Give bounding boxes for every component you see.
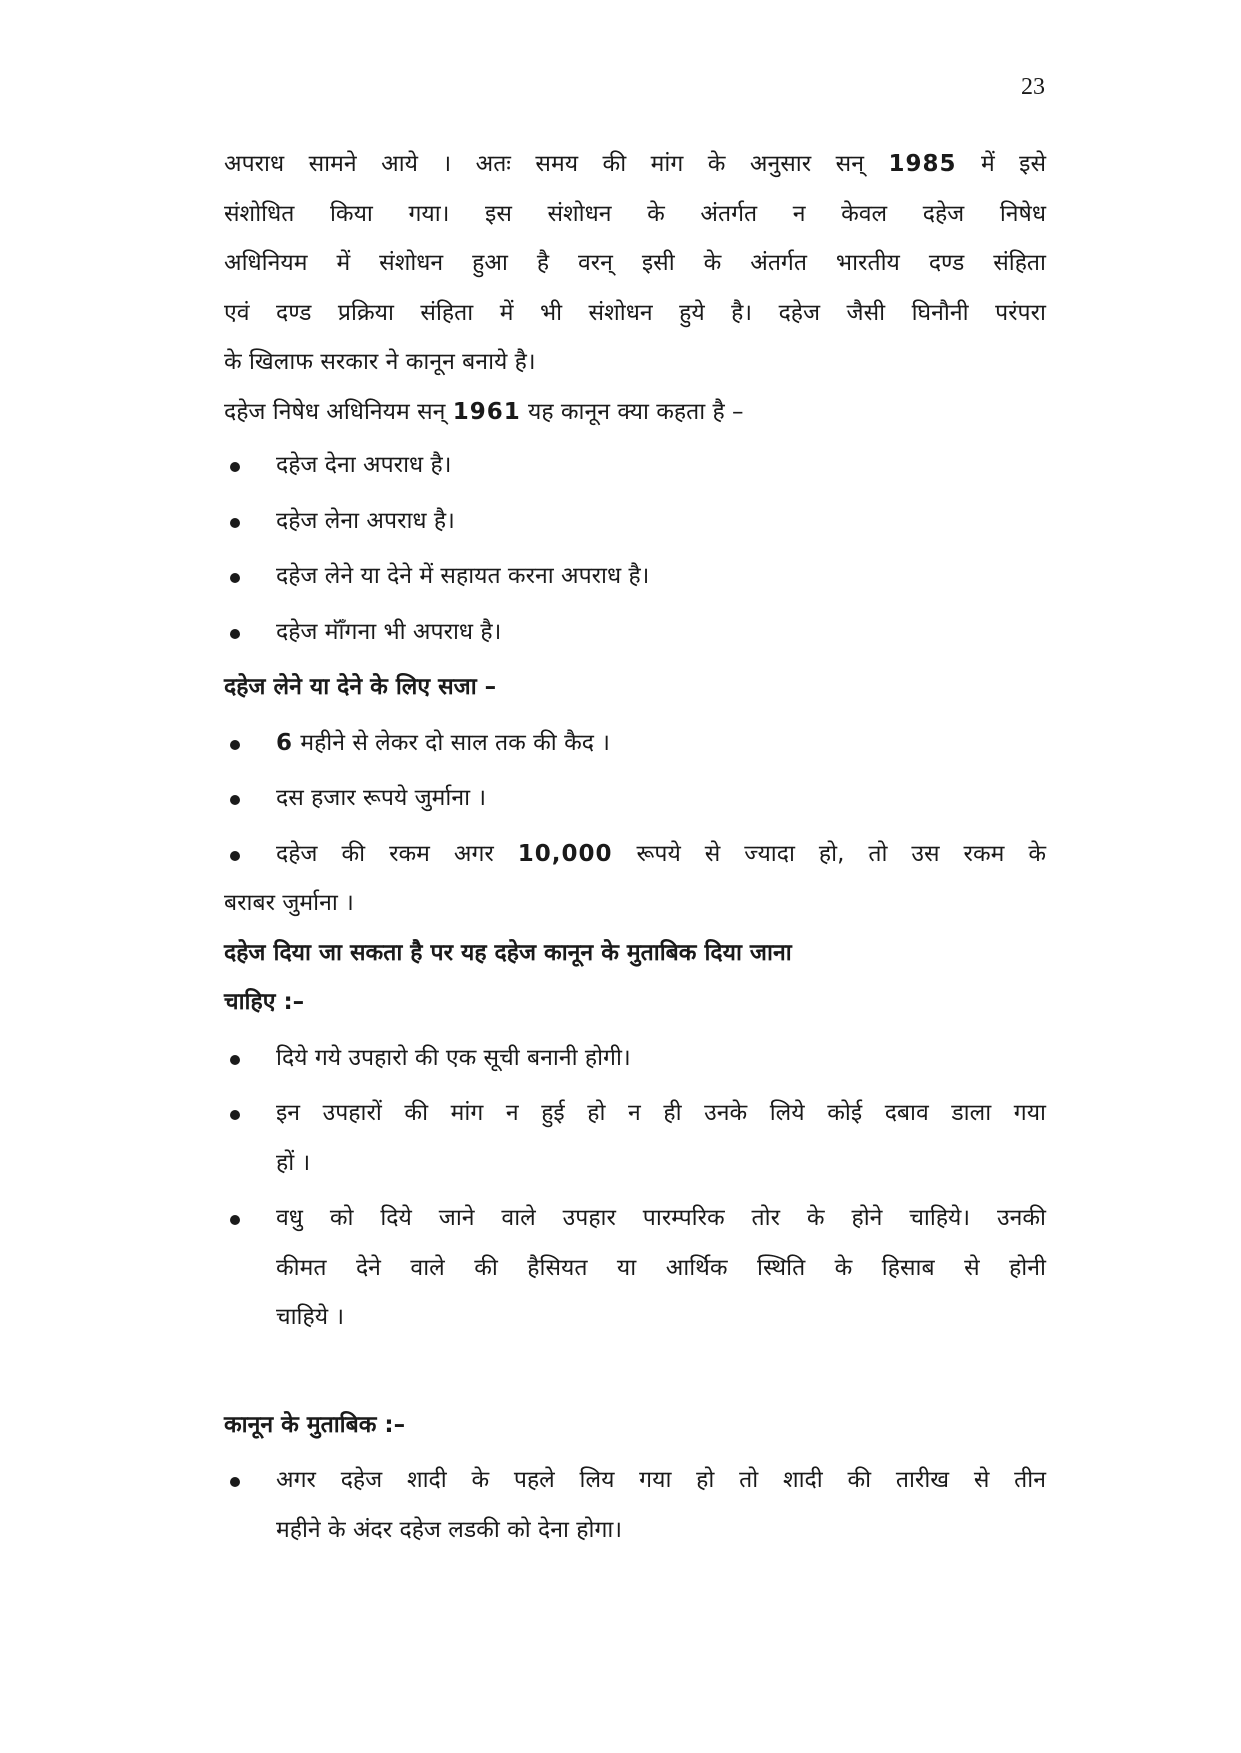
law-points-list [224, 441, 1046, 657]
intro-line-4: एवं दण्ड प्रक्रिया संहिता में भी संशोधन हुये है। दहेज जैसी घिनौनी परंपरा [224, 299, 1046, 326]
list-item-line-1: अगर दहेज शादी के पहले लिय गया हो तो शादी की तारीख से तीन [276, 1467, 1046, 1493]
list-item [224, 1194, 1046, 1343]
bullet-icon [230, 462, 240, 472]
bullet-icon [230, 629, 240, 639]
intro-paragraph [224, 140, 1046, 437]
list-item [224, 830, 1046, 880]
bullet-icon [230, 573, 240, 583]
list-item [224, 497, 1046, 547]
list-item-line-1: वधु को दिये जाने वाले उपहार पारम्परिक तोर के होने चाहिये। उनकी [276, 1205, 1046, 1231]
list-item [224, 774, 1046, 824]
gift-rules-heading-line-1: दहेज दिया जा सकता है पर यह दहेज कानून के मुताबिक दिया जाना [224, 939, 792, 966]
act-line-suffix: यह कानून क्या कहता है – [528, 398, 744, 425]
list-item-line-3: चाहिये । [276, 1304, 345, 1330]
year-1985: 1985 [888, 151, 957, 177]
intro-line-1-tail: में इसे [980, 151, 1047, 177]
intro-line-1-text: अपराध सामने आये । अतः समय की मांग के अनुसार सन् [224, 151, 864, 177]
list-item [224, 441, 1046, 491]
gift-rules-heading-line-2: चाहिए :– [224, 989, 305, 1015]
list-item-text: दिये गये उपहारो की एक सूची बनानी होगी। [276, 1044, 631, 1071]
gift-rules-list [224, 1034, 1046, 1343]
list-item [224, 1034, 1046, 1084]
act-line-prefix: दहेज निषेध अधिनियम सन् [224, 398, 446, 425]
page-number: 23 [1021, 74, 1045, 100]
list-item [224, 719, 1046, 769]
list-item [224, 552, 1046, 602]
list-item [224, 1456, 1046, 1555]
legal-section-heading: कानून के मुताबिक :– [224, 1411, 406, 1438]
list-item-text: दहेज लेने या देने में सहायत करना अपराध है। [276, 563, 650, 589]
year-1961: 1961 [452, 398, 521, 425]
list-item-text-tail: रूपये से ज्यादा हो, तो उस रकम के [636, 840, 1047, 867]
act-line [224, 388, 1046, 438]
punishment-item3-continuation: बराबर जुर्माना । [224, 890, 354, 916]
punishment-list [224, 719, 1046, 880]
bullet-icon [230, 1215, 240, 1225]
bullet-icon [230, 518, 240, 528]
bullet-icon [230, 851, 240, 861]
bullet-icon [230, 795, 240, 805]
list-item-text: दहेज देना अपराध है। [276, 452, 452, 478]
list-item-line-2: कीमत देने वाले की हैसियत या आर्थिक स्थिति के हिसाब से होनी [276, 1254, 1046, 1281]
intro-line-1 [224, 140, 1046, 190]
list-item [224, 608, 1046, 658]
intro-line-3: अधिनियम में संशोधन हुआ है वरन् इसी के अंतर्गत भारतीय दण्ड संहिता [224, 250, 1046, 276]
bullet-icon [230, 1055, 240, 1065]
list-item-text: महीने से लेकर दो साल तक की कैद । [300, 729, 610, 756]
bullet-icon [230, 1110, 240, 1120]
bullet-icon [230, 740, 240, 750]
punishment-heading: दहेज लेने या देने के लिए सजा – [224, 674, 497, 700]
list-item-text: दहेज लेना अपराध है। [276, 507, 455, 534]
list-item [224, 1089, 1046, 1188]
list-item-line-2: हों । [276, 1149, 311, 1176]
intro-line-2: संशोधित किया गया। इस संशोधन के अंतर्गत न केवल दहेज निषेध [224, 200, 1046, 227]
amount-10000: 10,000 [517, 840, 613, 867]
intro-line-5: के खिलाफ सरकार ने कानून बनाये है। [224, 349, 536, 375]
bullet-icon [230, 1477, 240, 1487]
page-content [224, 140, 1046, 1561]
legal-section-list [224, 1456, 1046, 1555]
list-item-text: दहेज की रकम अगर [276, 840, 494, 867]
list-item-line-2: महीने के अंदर दहेज लडकी को देना होगा। [276, 1516, 623, 1543]
list-item-text: दस हजार रूपये जुर्माना । [276, 785, 487, 811]
list-item-line-1: इन उपहारों की मांग न हुई हो न ही उनके लिये कोई दबाव डाला गया [276, 1100, 1046, 1126]
list-item-text: दहेज मॉँगना भी अपराध है। [276, 618, 502, 645]
punishment-months: 6 [276, 729, 294, 756]
